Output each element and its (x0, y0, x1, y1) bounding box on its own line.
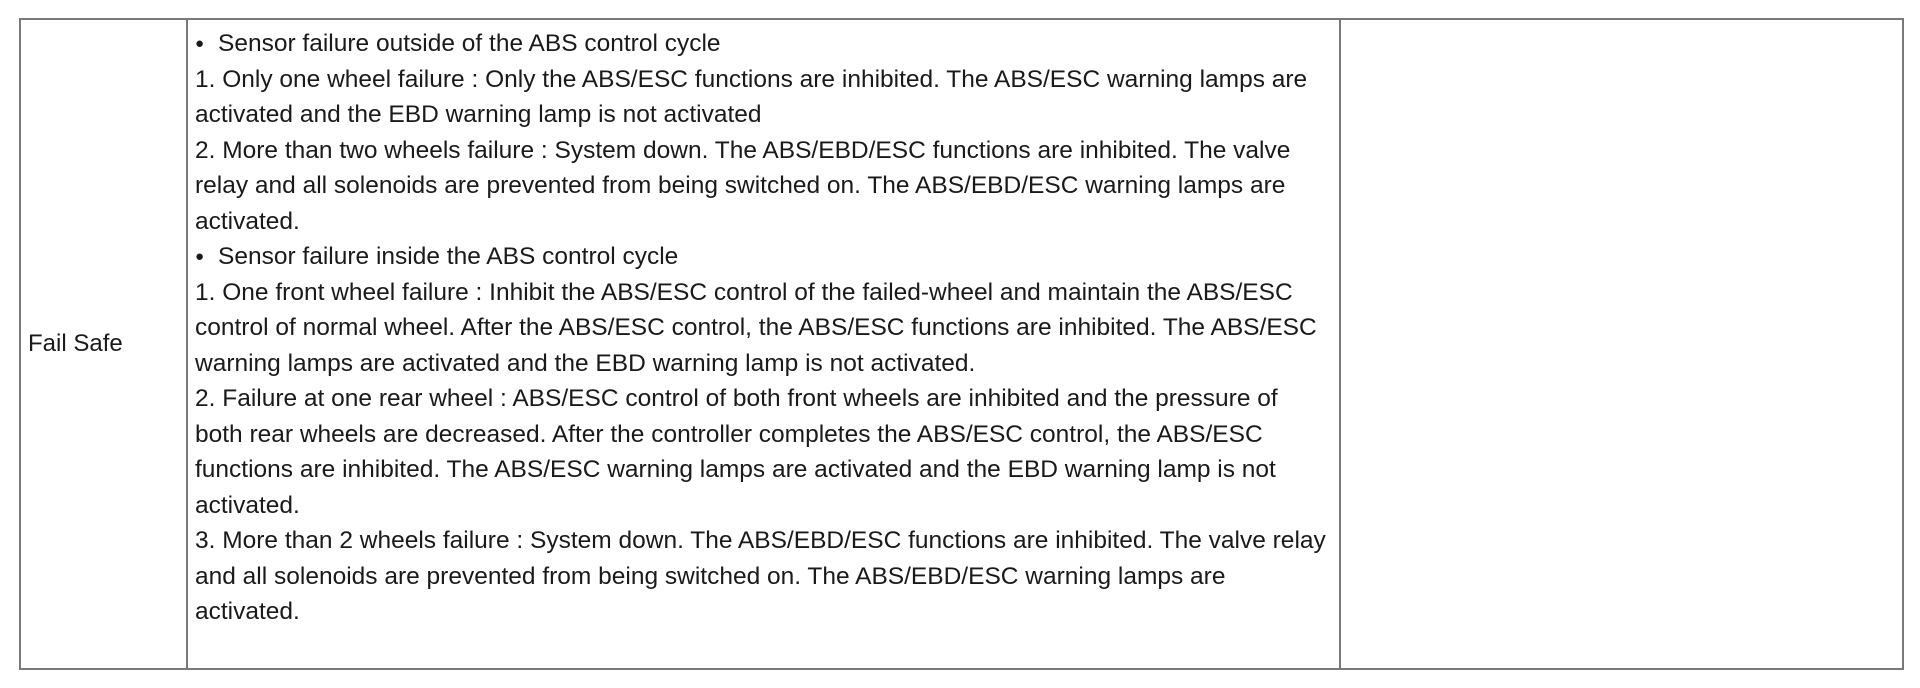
table-row (20, 19, 1903, 669)
fail-safe-table (19, 18, 1904, 670)
list-item: 1. One front wheel failure : Inhibit the ABS/ESC control of the failed-wheel and maintain the ABS/ESC control of normal wheel. After the ABS/ESC control, the ABS/ESC functions are inhibited. The ABS/ESC warning lamps are activated and the EBD warning lamp is not activated. (195, 278, 1317, 377)
empty-cell (1340, 19, 1903, 669)
list-item: 2. Failure at one rear wheel : ABS/ESC control of both front wheels are inhibited and the pressure of both rear wheels are decreased. After the controller completes the ABS/ESC control, the ABS/ESC functions are inhibited. The ABS/ESC warning lamps are activated and the EBD warning lamp is not activated. (195, 385, 1278, 519)
bullet-heading-outside: ● Sensor failure outside of the ABS control cycle (195, 26, 1329, 62)
list-item: 2. More than two wheels failure : System down. The ABS/EBD/ESC functions are inhibited. The valve relay and all solenoids are prevented from being switched on. The ABS/EBD/ESC warning lamps are activated. (195, 136, 1291, 235)
row-label: Fail Safe (28, 330, 123, 358)
row-label-cell (20, 19, 187, 669)
bullet-heading-inside: ● Sensor failure inside the ABS control cycle (195, 239, 1329, 275)
list-item: 1. Only one wheel failure : Only the ABS/ESC functions are inhibited. The ABS/ESC warning lamps are activated and the EBD warning lamp is not activated (195, 65, 1308, 128)
description-cell (187, 19, 1340, 669)
list-item: 3. More than 2 wheels failure : System down. The ABS/EBD/ESC functions are inhibited. The valve relay and all solenoids are prevented from being switched on. The ABS/EBD/ESC warning lamps are activated. (195, 527, 1326, 625)
